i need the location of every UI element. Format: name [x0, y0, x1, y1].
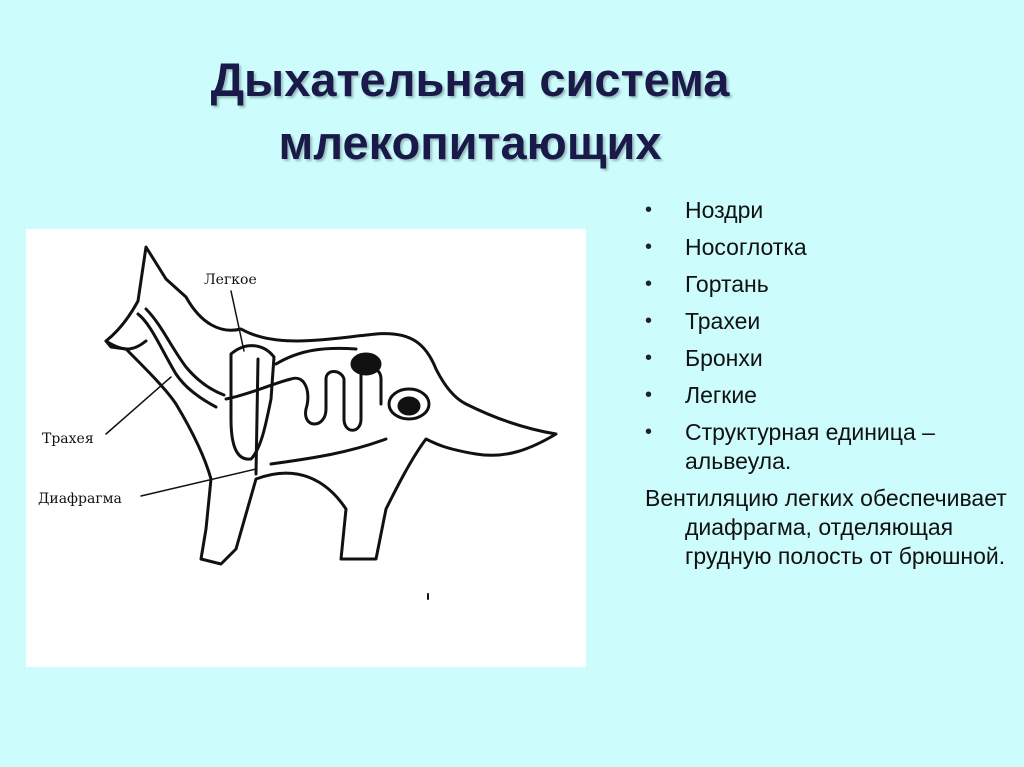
lung-leader — [231, 291, 244, 351]
list-item-text: Легкие — [685, 382, 757, 408]
kidney-upper — [352, 354, 380, 374]
animal-anatomy-illustration — [26, 229, 586, 667]
trachea-leader — [106, 377, 171, 434]
list-item-text: Гортань — [685, 271, 769, 297]
list-item-text: Бронхи — [685, 345, 763, 371]
list-item-text: Носоглотка — [685, 234, 807, 260]
list-item — [645, 270, 1024, 299]
summary-text: Вентиляцию легких обеспечивает диафрагма, отделяющая грудную полость от брюшной. — [645, 485, 1007, 569]
label-lung: Легкое — [204, 272, 257, 288]
bullet-icon: • — [645, 347, 653, 369]
lung-shape — [231, 346, 274, 460]
cavity-line-2 — [271, 439, 386, 464]
bullet-list — [645, 196, 1024, 476]
slide-title — [150, 48, 790, 174]
content-list — [645, 196, 1024, 571]
bullet-icon: • — [645, 199, 653, 221]
list-item — [645, 344, 1024, 373]
diaphragm-line — [256, 359, 258, 474]
diaphragm-leader — [141, 469, 256, 496]
trachea-path — [138, 314, 216, 407]
bullet-icon: • — [645, 310, 653, 332]
bullet-icon: • — [645, 384, 653, 406]
respiratory-diagram — [26, 229, 586, 667]
list-item-text: Ноздри — [685, 197, 764, 223]
list-item — [645, 418, 1024, 476]
bullet-icon: • — [645, 273, 653, 295]
organ-lower-core — [399, 398, 419, 414]
list-item-text: Структурная единица – альвеула. — [685, 419, 935, 474]
intestine-loops — [226, 369, 381, 431]
title-line-1: Дыхательная система — [210, 53, 730, 106]
body-outline — [106, 247, 556, 564]
list-item — [645, 381, 1024, 410]
bullet-icon: • — [645, 421, 653, 443]
title-line-2: млекопитающих — [278, 116, 662, 169]
list-item — [645, 233, 1024, 262]
list-item — [645, 307, 1024, 336]
list-item-text: Трахеи — [685, 308, 761, 334]
label-diaphragm: Диафрагма — [38, 491, 122, 507]
label-trachea: Трахея — [42, 431, 94, 447]
list-item — [645, 196, 1024, 225]
bullet-icon: • — [645, 236, 653, 258]
cavity-line — [276, 348, 356, 364]
